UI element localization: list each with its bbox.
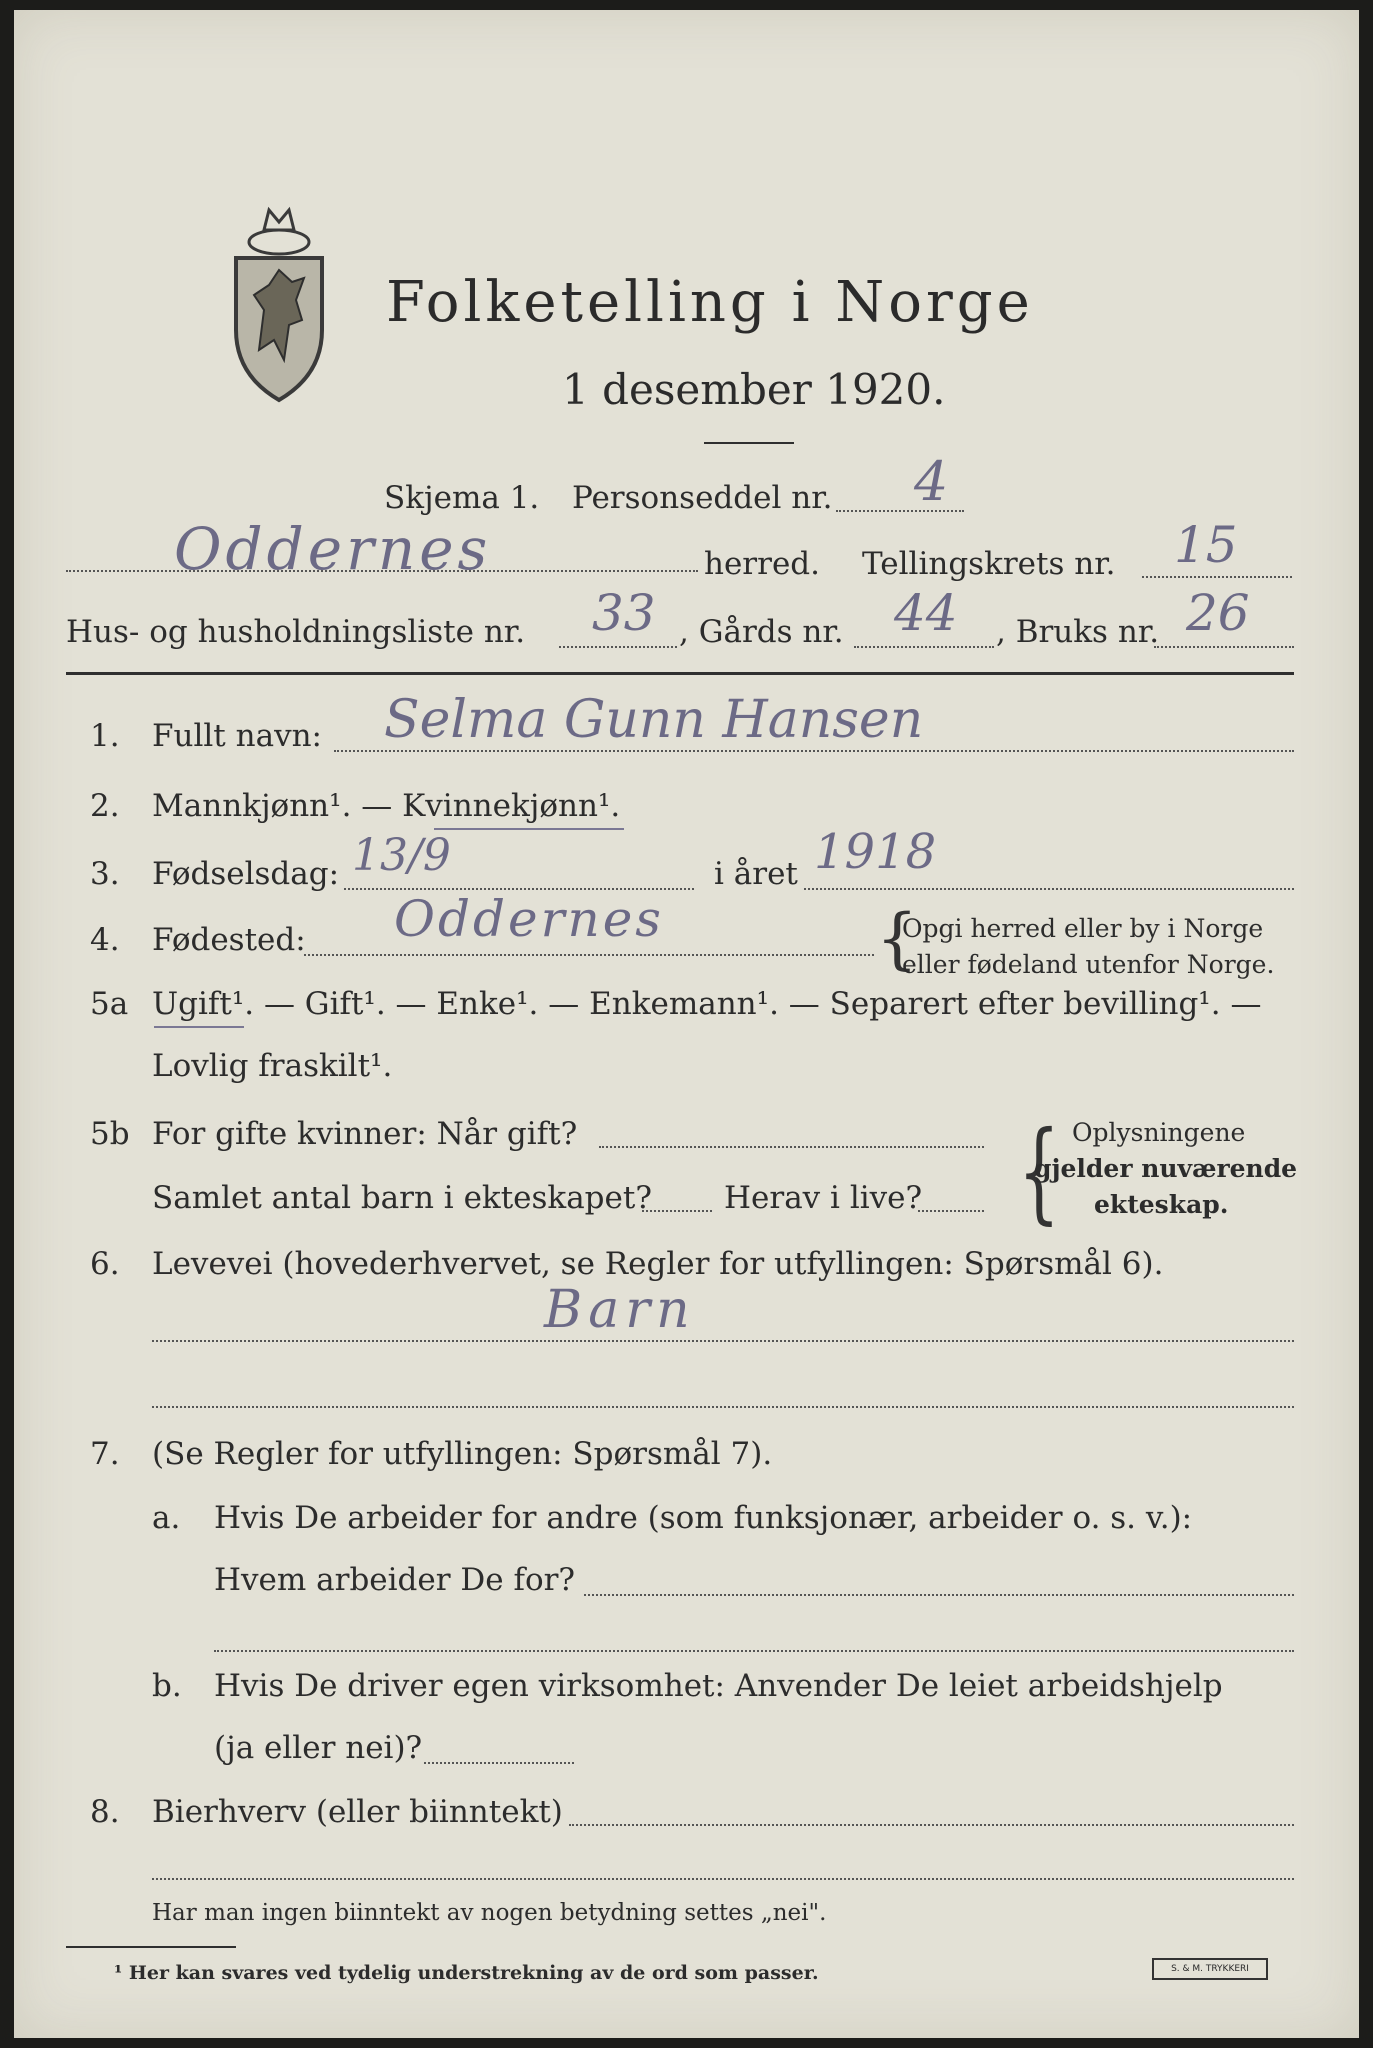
gender-underline <box>434 828 624 830</box>
footnote: ¹ Her kan svares ved tydelig understrekning av de ord som passer. <box>114 1962 819 1984</box>
q1-number: 1. <box>90 718 120 754</box>
bruks-value[interactable]: 26 <box>1186 584 1250 642</box>
q5b-label-children: Samlet antal barn i ekteskapet? <box>152 1180 652 1216</box>
q4-brace: { <box>876 900 918 977</box>
q4-note-line2: eller fødeland utenfor Norge. <box>902 950 1275 979</box>
q8-label: Bierhverv (eller biinntekt) <box>152 1794 563 1830</box>
q7a-number: a. <box>152 1500 181 1536</box>
q5b-line-alive <box>918 1210 984 1212</box>
q3-year-line <box>804 888 1294 890</box>
form-date: 1 desember 1920. <box>562 365 946 414</box>
gender-options: Mannkjønn¹. — Kvinnekjønn¹. <box>152 788 621 824</box>
coat-of-arms-icon <box>224 200 334 410</box>
q3-label: Fødselsdag: <box>152 856 340 892</box>
q5b-note-line2: gjelder nuværende <box>1034 1154 1298 1183</box>
q7a-employer-line <box>584 1594 1294 1596</box>
income-note: Har man ingen biinntekt av nogen betydning settes „nei". <box>152 1900 827 1926</box>
q5b-number: 5b <box>90 1116 130 1152</box>
q7b-yesno-label: (ja eller nei)? <box>214 1730 423 1766</box>
gards-value[interactable]: 44 <box>894 584 958 642</box>
q4-line <box>304 954 874 956</box>
q3-number: 3. <box>90 856 120 892</box>
header-separator <box>66 672 1294 675</box>
q7b-yesno-line <box>424 1762 574 1764</box>
occupation-value[interactable]: Barn <box>544 1280 696 1340</box>
herred-value[interactable]: Oddernes <box>174 515 492 583</box>
q1-line <box>334 750 1294 752</box>
q7-number: 7. <box>90 1436 120 1472</box>
marital-status-options: Ugift¹. — Gift¹. — Enke¹. — Enkemann¹. — Separert efter bevilling¹. — <box>152 986 1262 1022</box>
q5b-label-alive: Herav i live? <box>724 1180 923 1216</box>
q7a-employer-label: Hvem arbeider De for? <box>214 1562 576 1598</box>
birth-year-value[interactable]: 1918 <box>814 824 937 880</box>
bruks-label: , Bruks nr. <box>996 614 1160 650</box>
hus-label: Hus- og husholdningsliste nr. <box>66 614 526 650</box>
full-name-value[interactable]: Selma Gunn Hansen <box>384 690 924 750</box>
herred-label: herred. <box>704 546 820 582</box>
q4-note-line1: Opgi herred eller by i Norge <box>902 914 1264 943</box>
footnote-divider <box>66 1946 236 1948</box>
q6-label: Levevei (hovederhvervet, se Regler for utfyllingen: Spørsmål 6). <box>152 1246 1164 1282</box>
tellingskrets-line <box>1142 576 1292 578</box>
q8-line2 <box>152 1878 1294 1880</box>
birthday-value[interactable]: 13/9 <box>352 830 451 881</box>
skjema-label: Skjema 1. <box>384 480 540 516</box>
q6-number: 6. <box>90 1246 120 1282</box>
q7a-employer-line2 <box>214 1650 1294 1652</box>
q7b-number: b. <box>152 1668 182 1704</box>
tellingskrets-value[interactable]: 15 <box>1174 516 1238 574</box>
bruks-line <box>1154 646 1294 648</box>
hus-value[interactable]: 33 <box>592 584 656 642</box>
birthplace-value[interactable]: Oddernes <box>394 890 664 948</box>
marital-status-options-cont: Lovlig fraskilt¹. <box>152 1048 393 1084</box>
q5b-note-line3: ekteskap. <box>1094 1190 1229 1219</box>
personseddel-value[interactable]: 4 <box>914 450 949 513</box>
q5b-note-line1: Oplysningene <box>1072 1118 1246 1147</box>
q8-number: 8. <box>90 1794 120 1830</box>
title-divider <box>704 442 794 444</box>
q5b-line-married <box>599 1146 984 1148</box>
q7a-label: Hvis De arbeider for andre (som funksjonær, arbeider o. s. v.): <box>214 1500 1193 1536</box>
form-title: Folketelling i Norge <box>386 270 1034 335</box>
census-form-sheet <box>14 10 1359 2038</box>
q4-number: 4. <box>90 922 120 958</box>
q5a-number: 5a <box>90 986 129 1022</box>
q3-year-label: i året <box>714 856 798 892</box>
gards-label: , Gårds nr. <box>679 614 844 650</box>
q5b-brace: { <box>1018 1107 1060 1235</box>
printer-mark: S. & M. TRYKKERI <box>1152 1958 1268 1980</box>
q2-number: 2. <box>90 788 120 824</box>
q7b-label: Hvis De driver egen virksomhet: Anvender De leiet arbeidshjelp <box>214 1668 1223 1704</box>
q7-label: (Se Regler for utfyllingen: Spørsmål 7). <box>152 1436 773 1472</box>
q4-label: Fødested: <box>152 922 306 958</box>
q8-line1 <box>569 1824 1294 1826</box>
tellingskrets-label: Tellingskrets nr. <box>862 546 1116 582</box>
q5b-line-children <box>642 1210 712 1212</box>
personseddel-label: Personseddel nr. <box>572 480 833 516</box>
q6-line1 <box>152 1340 1294 1342</box>
gards-line <box>854 646 994 648</box>
hus-line <box>559 646 677 648</box>
marital-underline <box>154 1026 244 1028</box>
q6-line2 <box>152 1406 1294 1408</box>
q1-label: Fullt navn: <box>152 718 322 754</box>
q5b-label-married: For gifte kvinner: Når gift? <box>152 1116 578 1152</box>
